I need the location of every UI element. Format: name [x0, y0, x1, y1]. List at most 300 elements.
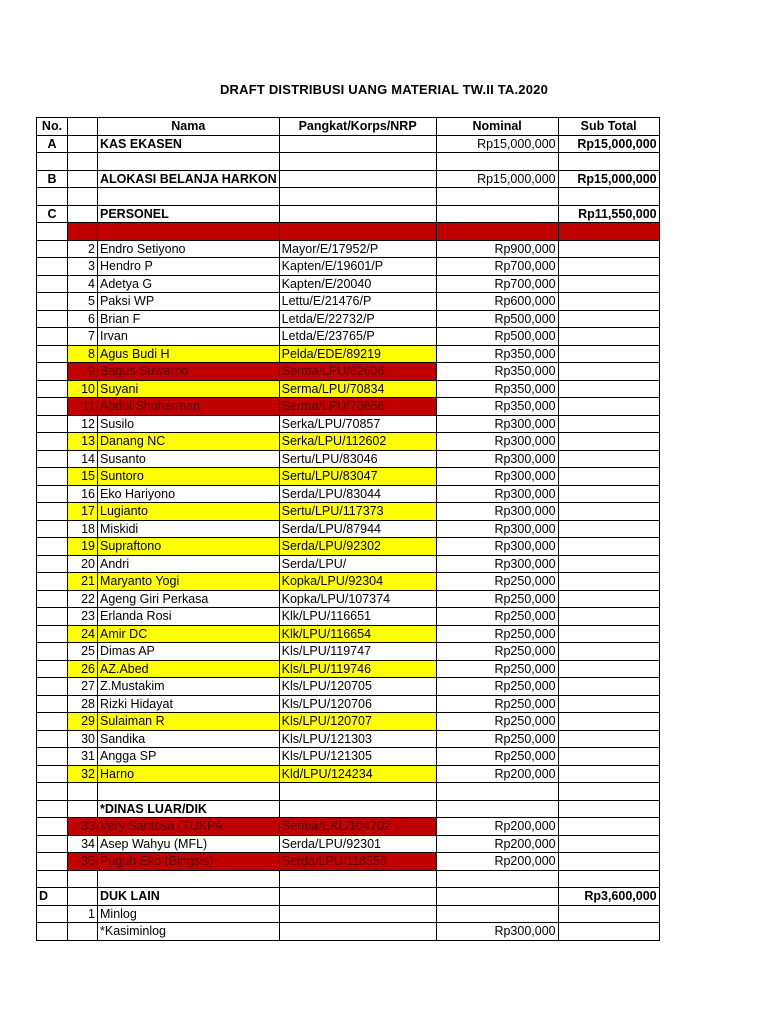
table-row	[37, 415, 660, 433]
nominal-cell	[436, 205, 558, 223]
table-row	[37, 713, 660, 731]
name-cell	[98, 188, 280, 206]
subtotal-cell	[558, 625, 659, 643]
name-cell: Z.Mustakim	[98, 678, 280, 696]
rank-cell: Letda/E/22732/P	[279, 310, 436, 328]
rank-cell	[279, 170, 436, 188]
table-row	[37, 205, 660, 223]
name-cell: Abdul Shuherman	[98, 398, 280, 416]
no-cell	[37, 835, 68, 853]
nominal-cell: Rp350,000	[436, 398, 558, 416]
no-cell	[37, 765, 68, 783]
subtotal-cell	[558, 538, 659, 556]
header-no: No.	[37, 118, 68, 136]
table-row	[37, 748, 660, 766]
no-cell	[37, 293, 68, 311]
index-cell	[68, 153, 98, 171]
no-cell	[37, 730, 68, 748]
rank-cell	[279, 188, 436, 206]
name-cell: Erlanda Rosi	[98, 608, 280, 626]
nominal-cell: Rp300,000	[436, 503, 558, 521]
subtotal-cell	[558, 363, 659, 381]
name-cell: Paksi WP	[98, 293, 280, 311]
name-cell: Susilo	[98, 415, 280, 433]
header-index	[68, 118, 98, 136]
nominal-cell: Rp500,000	[436, 328, 558, 346]
name-cell	[98, 783, 280, 801]
no-cell	[37, 555, 68, 573]
nominal-cell: Rp250,000	[436, 660, 558, 678]
rank-cell	[279, 800, 436, 818]
rank-cell: Klk/LPU/116654	[279, 625, 436, 643]
subtotal-cell	[558, 398, 659, 416]
table-row	[37, 170, 660, 188]
name-cell: ALOKASI BELANJA HARKON	[98, 170, 280, 188]
subtotal-cell	[558, 275, 659, 293]
subtotal-cell	[558, 555, 659, 573]
no-cell	[37, 310, 68, 328]
rank-cell	[279, 870, 436, 888]
subtotal-cell	[558, 520, 659, 538]
name-cell: Sulaiman R	[98, 713, 280, 731]
nominal-cell: Rp300,000	[436, 415, 558, 433]
no-cell	[37, 363, 68, 381]
name-cell: Brian F	[98, 310, 280, 328]
no-cell	[37, 450, 68, 468]
subtotal-cell	[558, 258, 659, 276]
rank-cell: Kls/LPU/119747	[279, 643, 436, 661]
name-cell: Puguh Eko (Bingsis)	[98, 853, 280, 871]
index-cell	[68, 888, 98, 906]
subtotal-cell: Rp3,600,000	[558, 888, 659, 906]
nominal-cell	[436, 800, 558, 818]
index-cell: 7	[68, 328, 98, 346]
no-cell	[37, 713, 68, 731]
nominal-cell: Rp500,000	[436, 310, 558, 328]
index-cell: 1	[68, 905, 98, 923]
subtotal-cell	[558, 643, 659, 661]
subtotal-cell	[558, 153, 659, 171]
rank-cell: Lettu/E/21476/P	[279, 293, 436, 311]
table-row	[37, 905, 660, 923]
subtotal-cell	[558, 345, 659, 363]
nominal-cell: Rp700,000	[436, 258, 558, 276]
rank-cell: Kls/LPU/120705	[279, 678, 436, 696]
name-cell: Supraftono	[98, 538, 280, 556]
subtotal-cell	[558, 485, 659, 503]
no-cell	[37, 905, 68, 923]
name-cell: Andri	[98, 555, 280, 573]
name-cell: Rizki Hidayat	[98, 695, 280, 713]
no-cell	[37, 800, 68, 818]
subtotal-cell	[558, 380, 659, 398]
index-cell: 30	[68, 730, 98, 748]
subtotal-cell: Rp15,000,000	[558, 170, 659, 188]
no-cell	[37, 485, 68, 503]
table-row	[37, 450, 660, 468]
nominal-cell: Rp200,000	[436, 818, 558, 836]
table-row	[37, 888, 660, 906]
subtotal-cell	[558, 923, 659, 941]
name-cell: *Kasiminlog	[98, 923, 280, 941]
nominal-cell: Rp300,000	[436, 485, 558, 503]
subtotal-cell	[558, 450, 659, 468]
index-cell	[68, 870, 98, 888]
rank-cell	[279, 905, 436, 923]
subtotal-cell	[558, 730, 659, 748]
table-row	[37, 765, 660, 783]
rank-cell	[279, 153, 436, 171]
name-cell: Irvan	[98, 328, 280, 346]
nominal-cell: Rp250,000	[436, 608, 558, 626]
nominal-cell: Rp250,000	[436, 730, 558, 748]
nominal-cell: Rp300,000	[436, 520, 558, 538]
name-cell: Adetya G	[98, 275, 280, 293]
index-cell: 19	[68, 538, 98, 556]
index-cell: 31	[68, 748, 98, 766]
index-cell: 25	[68, 643, 98, 661]
nominal-cell: Rp700,000	[436, 275, 558, 293]
rank-cell: Serda/LPU/118356	[279, 853, 436, 871]
name-cell: Bagus Suwarno	[98, 363, 280, 381]
rank-cell: Kls/LPU/120707	[279, 713, 436, 731]
nominal-cell: Rp300,000	[436, 468, 558, 486]
subtotal-cell	[558, 188, 659, 206]
rank-cell: Sertu/LPU/83046	[279, 450, 436, 468]
table-row	[37, 135, 660, 153]
nominal-cell: Rp250,000	[436, 713, 558, 731]
no-cell	[37, 328, 68, 346]
subtotal-cell	[558, 853, 659, 871]
index-cell	[68, 923, 98, 941]
rank-cell: Kld/LPU/124234	[279, 765, 436, 783]
nominal-cell: Rp250,000	[436, 748, 558, 766]
no-cell	[37, 923, 68, 941]
rank-cell: Serda/LPU/92301	[279, 835, 436, 853]
nominal-cell	[436, 223, 558, 241]
index-cell: 6	[68, 310, 98, 328]
table-row	[37, 240, 660, 258]
index-cell: 34	[68, 835, 98, 853]
name-cell	[98, 870, 280, 888]
no-cell	[37, 275, 68, 293]
index-cell: 15	[68, 468, 98, 486]
table-row	[37, 258, 660, 276]
no-cell: D	[37, 888, 68, 906]
table-row	[37, 223, 660, 241]
name-cell: Eko Hariyono	[98, 485, 280, 503]
table-row	[37, 433, 660, 451]
subtotal-cell	[558, 468, 659, 486]
header-pangkat: Pangkat/Korps/NRP	[279, 118, 436, 136]
table-row	[37, 818, 660, 836]
index-cell: 14	[68, 450, 98, 468]
nominal-cell	[436, 188, 558, 206]
no-cell	[37, 625, 68, 643]
no-cell	[37, 398, 68, 416]
table-row	[37, 538, 660, 556]
subtotal-cell	[558, 240, 659, 258]
index-cell	[68, 800, 98, 818]
table-row	[37, 678, 660, 696]
nominal-cell: Rp250,000	[436, 573, 558, 591]
nominal-cell: Rp300,000	[436, 433, 558, 451]
rank-cell: Sertu/LPU/83047	[279, 468, 436, 486]
index-cell: 33	[68, 818, 98, 836]
subtotal-cell	[558, 660, 659, 678]
no-cell	[37, 520, 68, 538]
index-cell: 32	[68, 765, 98, 783]
subtotal-cell	[558, 608, 659, 626]
nominal-cell	[436, 905, 558, 923]
no-cell	[37, 188, 68, 206]
nominal-cell: Rp900,000	[436, 240, 558, 258]
nominal-cell: Rp300,000	[436, 555, 558, 573]
no-cell	[37, 660, 68, 678]
rank-cell	[279, 223, 436, 241]
table-row	[37, 188, 660, 206]
no-cell	[37, 468, 68, 486]
index-cell: 4	[68, 275, 98, 293]
nominal-cell: Rp15,000,000	[436, 135, 558, 153]
table-row	[37, 328, 660, 346]
index-cell: 27	[68, 678, 98, 696]
table-row	[37, 468, 660, 486]
no-cell	[37, 415, 68, 433]
rank-cell: Kopka/LPU/92304	[279, 573, 436, 591]
no-cell	[37, 783, 68, 801]
table-row	[37, 485, 660, 503]
nominal-cell: Rp200,000	[436, 853, 558, 871]
nominal-cell: Rp300,000	[436, 450, 558, 468]
name-cell: Susanto	[98, 450, 280, 468]
subtotal-cell	[558, 800, 659, 818]
subtotal-cell	[558, 293, 659, 311]
index-cell: 5	[68, 293, 98, 311]
no-cell	[37, 695, 68, 713]
no-cell	[37, 345, 68, 363]
subtotal-cell	[558, 678, 659, 696]
name-cell	[98, 223, 280, 241]
index-cell: 13	[68, 433, 98, 451]
index-cell	[68, 170, 98, 188]
index-cell: 23	[68, 608, 98, 626]
table-row	[37, 310, 660, 328]
index-cell: 17	[68, 503, 98, 521]
index-cell	[68, 205, 98, 223]
rank-cell: Sertu/LPU/117373	[279, 503, 436, 521]
rank-cell: Serda/LPU/87944	[279, 520, 436, 538]
rank-cell	[279, 923, 436, 941]
no-cell	[37, 748, 68, 766]
name-cell: Maryanto Yogi	[98, 573, 280, 591]
name-cell: Angga SP	[98, 748, 280, 766]
no-cell	[37, 380, 68, 398]
index-cell: 35	[68, 853, 98, 871]
no-cell	[37, 853, 68, 871]
nominal-cell: Rp200,000	[436, 835, 558, 853]
name-cell: Sandika	[98, 730, 280, 748]
rank-cell: Serda/LPU/83044	[279, 485, 436, 503]
index-cell: 21	[68, 573, 98, 591]
rank-cell: Serma/LPU/70856	[279, 398, 436, 416]
name-cell: Agus Budi H	[98, 345, 280, 363]
rank-cell	[279, 888, 436, 906]
index-cell: 28	[68, 695, 98, 713]
rank-cell	[279, 783, 436, 801]
index-cell: 12	[68, 415, 98, 433]
rank-cell: Kls/LPU/119746	[279, 660, 436, 678]
subtotal-cell	[558, 748, 659, 766]
table-row	[37, 380, 660, 398]
index-cell: 18	[68, 520, 98, 538]
index-cell: 2	[68, 240, 98, 258]
subtotal-cell	[558, 415, 659, 433]
subtotal-cell	[558, 783, 659, 801]
no-cell	[37, 223, 68, 241]
distribution-table	[36, 117, 660, 941]
table-row	[37, 398, 660, 416]
nominal-cell: Rp250,000	[436, 590, 558, 608]
index-cell: 16	[68, 485, 98, 503]
rank-cell	[279, 205, 436, 223]
table-row	[37, 730, 660, 748]
name-cell: Very Santosa (TUKPA	[98, 818, 280, 836]
subtotal-cell	[558, 328, 659, 346]
table-row	[37, 800, 660, 818]
rank-cell: Serda/LPU/92302	[279, 538, 436, 556]
name-cell	[98, 153, 280, 171]
name-cell: Miskidi	[98, 520, 280, 538]
rank-cell: Pelda/EDE/89219	[279, 345, 436, 363]
table-row	[37, 590, 660, 608]
table-row	[37, 870, 660, 888]
table-row	[37, 345, 660, 363]
nominal-cell: Rp15,000,000	[436, 170, 558, 188]
index-cell	[68, 188, 98, 206]
name-cell: Dimas AP	[98, 643, 280, 661]
nominal-cell: Rp350,000	[436, 380, 558, 398]
no-cell	[37, 538, 68, 556]
rank-cell: Serka/LPU/70857	[279, 415, 436, 433]
rank-cell: Serda/LPU/	[279, 555, 436, 573]
name-cell: Minlog	[98, 905, 280, 923]
table-row	[37, 643, 660, 661]
rank-cell: Mayor/E/17952/P	[279, 240, 436, 258]
index-cell: 24	[68, 625, 98, 643]
nominal-cell: Rp350,000	[436, 345, 558, 363]
table-row	[37, 923, 660, 941]
name-cell: Suyani	[98, 380, 280, 398]
rank-cell: Serma/LPU/62606	[279, 363, 436, 381]
name-cell: Danang NC	[98, 433, 280, 451]
header-row	[37, 118, 660, 136]
name-cell: PERSONEL	[98, 205, 280, 223]
rank-cell: Serma/EKL/104702	[279, 818, 436, 836]
subtotal-cell	[558, 818, 659, 836]
index-cell: 8	[68, 345, 98, 363]
table-row	[37, 695, 660, 713]
rank-cell: Kopka/LPU/107374	[279, 590, 436, 608]
no-cell	[37, 240, 68, 258]
table-row	[37, 783, 660, 801]
no-cell	[37, 258, 68, 276]
name-cell: Suntoro	[98, 468, 280, 486]
no-cell	[37, 643, 68, 661]
table-row	[37, 608, 660, 626]
index-cell: 29	[68, 713, 98, 731]
subtotal-cell	[558, 573, 659, 591]
index-cell	[68, 135, 98, 153]
table-row	[37, 625, 660, 643]
index-cell	[68, 223, 98, 241]
no-cell	[37, 678, 68, 696]
index-cell	[68, 783, 98, 801]
nominal-cell: Rp200,000	[436, 765, 558, 783]
subtotal-cell	[558, 905, 659, 923]
no-cell: B	[37, 170, 68, 188]
header-nama: Nama	[98, 118, 280, 136]
rank-cell: Letda/E/23765/P	[279, 328, 436, 346]
rank-cell: Kls/LPU/121305	[279, 748, 436, 766]
subtotal-cell: Rp15,000,000	[558, 135, 659, 153]
name-cell: Amir DC	[98, 625, 280, 643]
subtotal-cell	[558, 310, 659, 328]
table-row	[37, 853, 660, 871]
no-cell	[37, 433, 68, 451]
nominal-cell	[436, 888, 558, 906]
nominal-cell: Rp300,000	[436, 538, 558, 556]
nominal-cell	[436, 153, 558, 171]
no-cell	[37, 573, 68, 591]
rank-cell: Kapten/E/20040	[279, 275, 436, 293]
index-cell: 11	[68, 398, 98, 416]
subtotal-cell	[558, 695, 659, 713]
nominal-cell: Rp600,000	[436, 293, 558, 311]
index-cell: 22	[68, 590, 98, 608]
subtotal-cell	[558, 433, 659, 451]
table-row	[37, 520, 660, 538]
name-cell: AZ.Abed	[98, 660, 280, 678]
nominal-cell	[436, 783, 558, 801]
index-cell: 9	[68, 363, 98, 381]
table-row	[37, 660, 660, 678]
rank-cell: Serka/LPU/112602	[279, 433, 436, 451]
index-cell: 3	[68, 258, 98, 276]
rank-cell: Kls/LPU/121303	[279, 730, 436, 748]
rank-cell	[279, 135, 436, 153]
table-row	[37, 153, 660, 171]
name-cell: Hendro P	[98, 258, 280, 276]
index-cell: 10	[68, 380, 98, 398]
no-cell: C	[37, 205, 68, 223]
index-cell: 26	[68, 660, 98, 678]
name-cell: Endro Setiyono	[98, 240, 280, 258]
rank-cell: Klk/LPU/116651	[279, 608, 436, 626]
name-cell: *DINAS LUAR/DIK	[98, 800, 280, 818]
table-row	[37, 293, 660, 311]
no-cell	[37, 870, 68, 888]
nominal-cell: Rp250,000	[436, 643, 558, 661]
no-cell	[37, 608, 68, 626]
subtotal-cell	[558, 223, 659, 241]
table-row	[37, 573, 660, 591]
nominal-cell: Rp300,000	[436, 923, 558, 941]
name-cell: Lugianto	[98, 503, 280, 521]
name-cell: Ageng Giri Perkasa	[98, 590, 280, 608]
nominal-cell	[436, 870, 558, 888]
nominal-cell: Rp250,000	[436, 678, 558, 696]
